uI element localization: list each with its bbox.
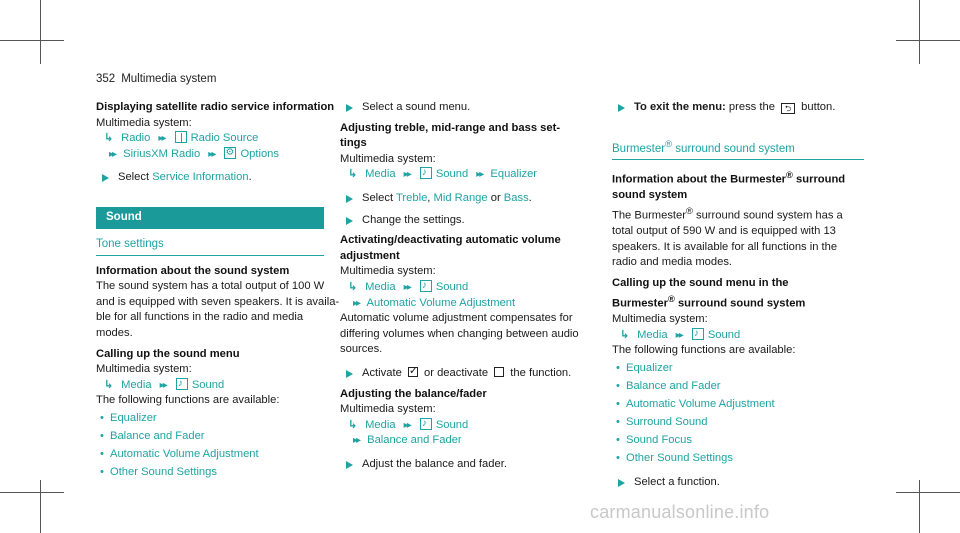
heading-calling-burmester-cont xyxy=(612,292,864,312)
radio-source-icon xyxy=(175,131,187,143)
step-arrow-icon xyxy=(346,217,353,225)
path-auto-volume[interactable]: Automatic Volume Adjustment xyxy=(366,296,516,309)
following-text: The following functions are available: xyxy=(612,344,796,357)
heading-balance: Adjusting the balance/fader xyxy=(340,387,487,400)
para-line: The sound system has a total output of 100 W xyxy=(96,280,325,293)
path-equalizer[interactable]: Equalizer xyxy=(490,168,538,181)
path-radio-source[interactable]: Radio Source xyxy=(190,132,259,145)
path-sound[interactable]: Sound xyxy=(435,280,469,293)
para-line: speakers. It is available for all functions in the xyxy=(612,240,838,253)
step-arrow-icon xyxy=(346,370,353,378)
step-text: Change the settings. xyxy=(362,213,465,226)
registered-mark: ® xyxy=(686,205,693,216)
step-arrow-icon xyxy=(346,461,353,469)
path-label: Multimedia system: xyxy=(340,152,436,165)
para-text: The Burmester xyxy=(612,209,686,222)
para-text: surround sound system has a xyxy=(692,209,843,222)
crop-mark xyxy=(896,492,960,493)
menu-path-cont xyxy=(340,433,590,449)
double-chevron-icon: ▸▸ xyxy=(403,169,410,181)
list-item[interactable]: • Equalizer xyxy=(96,409,324,427)
step-text: , xyxy=(427,191,434,204)
path-balance-fader[interactable]: Balance and Fader xyxy=(367,434,462,447)
para-line: ble for all functions in the radio and media xyxy=(96,311,304,324)
subhead-burmester xyxy=(612,137,864,160)
double-chevron-icon: ▸▸ xyxy=(476,169,483,181)
path-label: Multimedia system: xyxy=(96,363,192,376)
para-line xyxy=(612,204,864,224)
crop-mark xyxy=(896,40,960,41)
following-text: The following functions are available: xyxy=(96,394,280,407)
path-sound[interactable]: Sound xyxy=(191,378,225,391)
path-label: Multimedia system: xyxy=(612,312,708,325)
para-line: radio and media modes. xyxy=(612,256,733,269)
music-note-icon xyxy=(420,167,432,179)
path-media[interactable]: Media xyxy=(365,168,396,181)
heading-treble-cont: tings xyxy=(340,137,367,150)
list-item[interactable]: • Other Sound Settings xyxy=(612,449,864,467)
subhead-tone-settings: Tone settings xyxy=(96,237,324,256)
step-text: Select xyxy=(362,191,396,204)
menu-path xyxy=(612,328,864,344)
service-information-link[interactable]: Service Information xyxy=(152,171,249,184)
list-item[interactable]: • Other Sound Settings xyxy=(96,463,324,481)
music-note-icon xyxy=(692,328,704,340)
list-item[interactable]: • Equalizer xyxy=(612,359,864,377)
crop-mark xyxy=(0,40,64,41)
path-arrow-icon: ↳ xyxy=(348,168,358,181)
column-middle xyxy=(340,100,590,472)
back-button-icon: ⮌ xyxy=(781,103,795,114)
para-line: and is equipped with seven speakers. It is availa- xyxy=(96,295,340,308)
page-header xyxy=(96,72,216,88)
double-chevron-icon: ▸▸ xyxy=(403,281,410,293)
menu-path xyxy=(96,378,324,394)
path-media[interactable]: Media xyxy=(365,280,396,293)
heading-auto-volume: Activating/deactivating automatic volume xyxy=(340,234,561,247)
step-exit-menu xyxy=(612,100,864,116)
crop-mark xyxy=(919,480,920,533)
path-siriusxm[interactable]: SiriusXM Radio xyxy=(123,147,201,160)
double-chevron-icon: ▸▸ xyxy=(159,379,166,391)
heading-text: Information about the Burmester xyxy=(612,173,787,186)
checkbox-checked-icon xyxy=(408,367,418,377)
menu-path xyxy=(340,418,590,434)
watermark: carmanualsonline.info xyxy=(590,502,770,522)
music-note-icon xyxy=(420,418,432,430)
menu-path xyxy=(340,167,590,183)
subhead-text: Burmester xyxy=(612,142,666,155)
list-item[interactable]: • Surround Sound xyxy=(612,413,864,431)
para-line: total output of 590 W and is equipped with 13 xyxy=(612,225,836,238)
double-chevron-icon: ▸▸ xyxy=(352,297,360,309)
function-list xyxy=(96,409,324,481)
heading-text: surround sound system xyxy=(674,297,806,310)
heading-calling-burmester: Calling up the sound menu in the xyxy=(612,277,789,290)
menu-path xyxy=(96,131,324,147)
step-text: press the xyxy=(725,101,779,113)
heading-burmester-info-cont: sound system xyxy=(612,189,688,202)
crop-mark xyxy=(0,492,64,493)
step-text: or xyxy=(487,191,504,204)
step-arrow-icon xyxy=(618,479,625,487)
list-item[interactable]: • Balance and Fader xyxy=(612,377,864,395)
step-arrow-icon xyxy=(102,174,109,182)
path-media[interactable]: Media xyxy=(637,328,668,341)
path-radio[interactable]: Radio xyxy=(121,132,151,145)
section-title: Multimedia system xyxy=(121,73,217,85)
menu-path-cont xyxy=(340,296,590,312)
checkbox-empty-icon xyxy=(494,367,504,377)
path-arrow-icon: ↳ xyxy=(104,378,114,391)
heading-text: surround xyxy=(792,173,846,186)
para-line: differing volumes when changing between audio xyxy=(340,327,579,340)
path-arrow-icon: ↳ xyxy=(104,132,114,145)
step-change-settings xyxy=(340,213,590,229)
step-text: . xyxy=(248,171,252,184)
double-chevron-icon: ▸▸ xyxy=(208,148,215,160)
crop-mark xyxy=(40,480,41,533)
step-text: Activate xyxy=(362,366,405,379)
mid-range-link[interactable]: Mid Range xyxy=(433,191,488,204)
heading-sound-info: Information about the sound system xyxy=(96,264,290,277)
list-item[interactable]: • Automatic Volume Adjustment xyxy=(612,395,864,413)
heading-treble: Adjusting treble, mid-range and bass set- xyxy=(340,121,561,134)
step-arrow-icon xyxy=(346,195,353,203)
registered-mark: ® xyxy=(665,138,673,150)
double-chevron-icon: ▸▸ xyxy=(352,435,360,447)
para-line: modes. xyxy=(96,326,133,339)
menu-path-cont xyxy=(96,147,324,163)
step-text: or deactivate xyxy=(420,366,492,379)
heading-auto-volume-cont: adjustment xyxy=(340,249,400,262)
double-chevron-icon: ▸▸ xyxy=(403,419,410,431)
registered-mark: ® xyxy=(786,170,793,181)
column-right xyxy=(612,100,864,490)
step-text: Select a sound menu. xyxy=(362,101,471,113)
path-sound[interactable]: Sound xyxy=(435,418,469,431)
path-media[interactable]: Media xyxy=(121,378,152,391)
double-chevron-icon: ▸▸ xyxy=(675,329,682,341)
heading-satellite-info: Displaying satellite radio service information xyxy=(96,101,335,113)
step-activate xyxy=(340,366,590,382)
path-label: Multimedia system: xyxy=(96,116,192,129)
double-chevron-icon: ▸▸ xyxy=(108,148,116,160)
double-chevron-icon: ▸▸ xyxy=(158,133,165,145)
column-left xyxy=(96,100,340,481)
step-select-band xyxy=(340,191,590,207)
path-media[interactable]: Media xyxy=(365,418,396,431)
heading-text: Burmester xyxy=(612,297,668,310)
step-text: Select a function. xyxy=(634,475,720,488)
section-banner: Sound xyxy=(96,207,324,229)
step-text: the function. xyxy=(507,366,572,379)
heading-burmester-info xyxy=(612,168,864,188)
music-note-icon xyxy=(176,378,188,390)
path-arrow-icon: ↳ xyxy=(348,418,358,431)
heading-calling-sound-menu: Calling up the sound menu xyxy=(96,347,240,360)
page-number: 352 xyxy=(96,73,116,85)
treble-link[interactable]: Treble xyxy=(396,191,428,204)
crop-mark xyxy=(40,0,41,64)
path-label: Multimedia system: xyxy=(340,403,436,416)
path-arrow-icon: ↳ xyxy=(620,328,630,341)
registered-mark: ® xyxy=(667,293,675,304)
step-bold: To exit the menu: xyxy=(634,101,726,113)
list-item[interactable]: • Sound Focus xyxy=(612,431,864,449)
path-sound[interactable]: Sound xyxy=(435,168,469,181)
path-label: Multimedia system: xyxy=(340,265,436,278)
step-text: Adjust the balance and fader. xyxy=(362,457,507,470)
crop-mark xyxy=(919,0,920,64)
list-item[interactable]: • Balance and Fader xyxy=(96,427,324,445)
step-select-sound-menu xyxy=(340,100,590,116)
para-line: Automatic volume adjustment compensates for xyxy=(340,312,573,325)
step-select-function xyxy=(612,475,864,491)
path-options[interactable]: Options xyxy=(240,147,279,160)
path-arrow-icon: ↳ xyxy=(348,280,358,293)
para-line: sources. xyxy=(340,343,383,356)
step-arrow-icon xyxy=(346,104,353,112)
gear-icon xyxy=(224,147,236,159)
function-list xyxy=(612,359,864,467)
step-adjust-balance xyxy=(340,457,590,473)
music-note-icon xyxy=(420,280,432,292)
bass-link[interactable]: Bass xyxy=(503,191,529,204)
step-arrow-icon xyxy=(618,104,625,112)
subhead-text: surround sound system xyxy=(672,142,795,155)
step-text: . xyxy=(528,191,532,204)
path-sound[interactable]: Sound xyxy=(707,328,741,341)
list-item[interactable]: • Automatic Volume Adjustment xyxy=(96,445,324,463)
menu-path xyxy=(340,280,590,296)
step-text: button. xyxy=(798,101,836,113)
step-select-service xyxy=(96,170,324,186)
step-text: Select xyxy=(118,171,153,184)
